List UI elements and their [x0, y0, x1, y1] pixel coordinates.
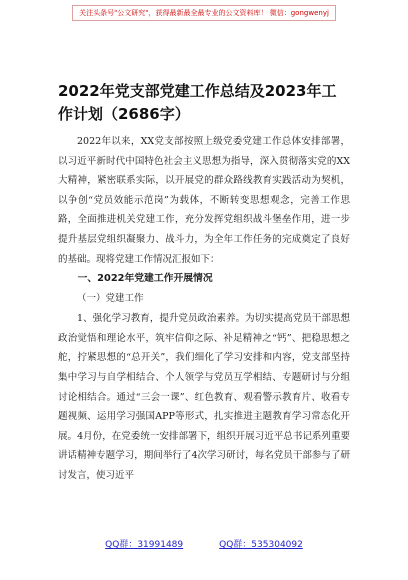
footer-qq-group-2[interactable]: QQ群：535304092 [219, 540, 303, 550]
intro-paragraph: 2022年以来，XX党支部按照上级党委党建工作总体安排部署，以习近平新时代中国特色社会主义思想为指导，深入贯彻落实党的XX大精神，紧密联系实际，以开展党的群众路线教育实践活动为契机，以争创“党员效能示范岗”为载体，不断转变思想观念，完善工作思路，全面推进机关党建工作，充分发挥党组织战斗堡垒作用，进一步提升基层党组织凝聚力、战斗力，为全年工作任务的完成奠定了良好的基础。现将党建工作情况汇报如下： [58, 136, 350, 265]
banner-text: 关注头条号"公文研究"，获得最新最全最专业的公文资料库！ 微信：gongwenyj [72, 5, 336, 21]
section-heading: 一、2022年党建工作开展情况 [77, 273, 213, 285]
document-body [58, 80, 350, 486]
document-title: 2022年党支部党建工作总结及2023年工作计划（2686字） [58, 82, 337, 123]
footer-qq-group-1[interactable]: QQ群：31991489 [105, 540, 184, 550]
item-paragraph: 1、强化学习教育，提升党员政治素养。为切实提高党员干部思想政治觉悟和理论水平，筑牢信仰之际、补足精神之“钙”、把稳思想之舵，拧紧思想的“总开关”，我们细化了学习安排和内容，党支部坚持集中学习与自学相结合、个人领学与党员互学相结、专题研讨与分组讨论相结合。通过“三会一课”、红色教育、观看警示教育片、收看专题视频、运用学习强国APP等形式，扎实推进主题教育学习常态化开展。4月份，在党委统一安排部署下，组织开展习近平总书记系列重要讲话精神专题学习，期间举行了4次学习研讨，每名党员干部参与了研讨发言，使习近平 [58, 313, 350, 481]
footer [0, 537, 408, 550]
subsection-heading: （一）党建工作 [77, 293, 144, 305]
top-banner [0, 0, 408, 26]
